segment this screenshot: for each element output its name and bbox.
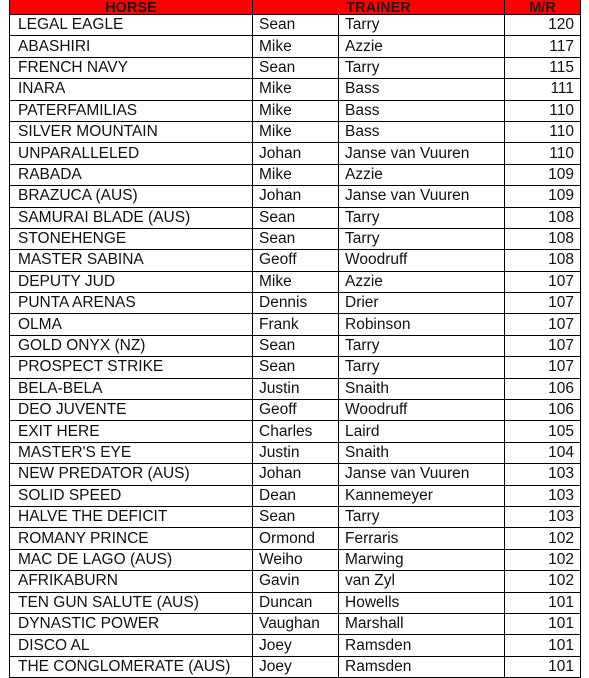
horse-cell: HALVE THE DEFICIT [10, 506, 253, 527]
trainer-first-name-cell: Sean [253, 57, 339, 78]
table-row [10, 442, 581, 463]
table-row [10, 613, 581, 634]
trainer-last-name-cell: Bass [339, 100, 505, 121]
table-row [10, 57, 581, 78]
table-row [10, 36, 581, 57]
trainer-last-name-cell: Drier [339, 293, 505, 314]
table-row [10, 207, 581, 228]
mr-cell: 104 [505, 442, 581, 463]
mr-cell: 101 [505, 635, 581, 656]
horse-cell: LEGAL EAGLE [10, 15, 253, 36]
horse-cell: AFRIKABURN [10, 571, 253, 592]
trainer-first-name-cell: Johan [253, 143, 339, 164]
trainer-first-name-cell: Sean [253, 506, 339, 527]
trainer-last-name-cell: Tarry [339, 506, 505, 527]
table-row [10, 143, 581, 164]
mr-cell: 107 [505, 357, 581, 378]
mr-cell: 117 [505, 36, 581, 57]
table-row [10, 592, 581, 613]
trainer-first-name-cell: Sean [253, 335, 339, 356]
trainer-last-name-cell: Woodruff [339, 250, 505, 271]
mr-cell: 108 [505, 250, 581, 271]
horse-cell: SAMURAI BLADE (AUS) [10, 207, 253, 228]
table-row [10, 506, 581, 527]
horse-cell: INARA [10, 79, 253, 100]
trainer-last-name-cell: Tarry [339, 357, 505, 378]
horse-cell: NEW PREDATOR (AUS) [10, 464, 253, 485]
horse-cell: TEN GUN SALUTE (AUS) [10, 592, 253, 613]
mr-cell: 108 [505, 228, 581, 249]
trainer-first-name-cell: Dennis [253, 293, 339, 314]
trainer-last-name-cell: Tarry [339, 57, 505, 78]
ratings-table [9, 0, 581, 678]
trainer-first-name-cell: Ormond [253, 528, 339, 549]
trainer-first-name-cell: Sean [253, 207, 339, 228]
table-row [10, 378, 581, 399]
trainer-last-name-cell: Snaith [339, 442, 505, 463]
horse-cell: DISCO AL [10, 635, 253, 656]
mr-cell: 105 [505, 421, 581, 442]
trainer-last-name-cell: Kannemeyer [339, 485, 505, 506]
horse-cell: BRAZUCA (AUS) [10, 186, 253, 207]
trainer-first-name-cell: Sean [253, 357, 339, 378]
horse-cell: ABASHIRI [10, 36, 253, 57]
mr-cell: 101 [505, 592, 581, 613]
header-trainer: TRAINER [253, 0, 505, 15]
table-row [10, 314, 581, 335]
trainer-last-name-cell: Azzie [339, 271, 505, 292]
mr-cell: 101 [505, 613, 581, 634]
trainer-first-name-cell: Mike [253, 100, 339, 121]
trainer-last-name-cell: Janse van Vuuren [339, 143, 505, 164]
trainer-last-name-cell: Azzie [339, 164, 505, 185]
horse-cell: MASTER SABINA [10, 250, 253, 271]
table-row [10, 335, 581, 356]
table-row [10, 635, 581, 656]
table-row [10, 549, 581, 570]
horse-cell: FRENCH NAVY [10, 57, 253, 78]
trainer-last-name-cell: Marwing [339, 549, 505, 570]
mr-cell: 102 [505, 549, 581, 570]
mr-cell: 110 [505, 143, 581, 164]
trainer-last-name-cell: Ramsden [339, 635, 505, 656]
table-row [10, 271, 581, 292]
horse-cell: PATERFAMILIAS [10, 100, 253, 121]
trainer-first-name-cell: Sean [253, 228, 339, 249]
table-row [10, 528, 581, 549]
trainer-first-name-cell: Sean [253, 15, 339, 36]
mr-cell: 107 [505, 335, 581, 356]
trainer-last-name-cell: Ramsden [339, 656, 505, 677]
horse-cell: DYNASTIC POWER [10, 613, 253, 634]
horse-cell: SOLID SPEED [10, 485, 253, 506]
horse-cell: ROMANY PRINCE [10, 528, 253, 549]
mr-cell: 120 [505, 15, 581, 36]
trainer-last-name-cell: Tarry [339, 228, 505, 249]
trainer-first-name-cell: Charles [253, 421, 339, 442]
trainer-first-name-cell: Mike [253, 79, 339, 100]
mr-cell: 103 [505, 485, 581, 506]
trainer-last-name-cell: Tarry [339, 335, 505, 356]
trainer-first-name-cell: Johan [253, 186, 339, 207]
trainer-first-name-cell: Vaughan [253, 613, 339, 634]
trainer-last-name-cell: Robinson [339, 314, 505, 335]
mr-cell: 115 [505, 57, 581, 78]
table-row [10, 357, 581, 378]
horse-cell: BELA-BELA [10, 378, 253, 399]
table-row [10, 400, 581, 421]
horse-cell: UNPARALLELED [10, 143, 253, 164]
horse-cell: PROSPECT STRIKE [10, 357, 253, 378]
mr-cell: 109 [505, 164, 581, 185]
trainer-last-name-cell: van Zyl [339, 571, 505, 592]
trainer-first-name-cell: Gavin [253, 571, 339, 592]
mr-cell: 102 [505, 571, 581, 592]
trainer-first-name-cell: Mike [253, 164, 339, 185]
table-row [10, 421, 581, 442]
mr-cell: 108 [505, 207, 581, 228]
table-row [10, 464, 581, 485]
horse-cell: MAC DE LAGO (AUS) [10, 549, 253, 570]
header-mr: M/R [505, 0, 581, 15]
trainer-first-name-cell: Dean [253, 485, 339, 506]
trainer-last-name-cell: Bass [339, 121, 505, 142]
horse-cell: THE CONGLOMERATE (AUS) [10, 656, 253, 677]
horse-cell: STONEHENGE [10, 228, 253, 249]
table-row [10, 250, 581, 271]
horse-cell: RABADA [10, 164, 253, 185]
mr-cell: 107 [505, 314, 581, 335]
horse-cell: SILVER MOUNTAIN [10, 121, 253, 142]
horse-cell: OLMA [10, 314, 253, 335]
trainer-last-name-cell: Ferraris [339, 528, 505, 549]
trainer-first-name-cell: Duncan [253, 592, 339, 613]
trainer-last-name-cell: Snaith [339, 378, 505, 399]
trainer-last-name-cell: Azzie [339, 36, 505, 57]
mr-cell: 106 [505, 378, 581, 399]
trainer-first-name-cell: Weiho [253, 549, 339, 570]
trainer-first-name-cell: Justin [253, 442, 339, 463]
trainer-first-name-cell: Mike [253, 121, 339, 142]
mr-cell: 106 [505, 400, 581, 421]
horse-cell: DEPUTY JUD [10, 271, 253, 292]
table-row [10, 186, 581, 207]
trainer-last-name-cell: Bass [339, 79, 505, 100]
table-row [10, 164, 581, 185]
trainer-first-name-cell: Joey [253, 635, 339, 656]
table-row [10, 293, 581, 314]
trainer-last-name-cell: Janse van Vuuren [339, 464, 505, 485]
header-row [10, 0, 581, 15]
trainer-first-name-cell: Johan [253, 464, 339, 485]
table-row [10, 485, 581, 506]
mr-cell: 109 [505, 186, 581, 207]
trainer-last-name-cell: Tarry [339, 15, 505, 36]
mr-cell: 110 [505, 121, 581, 142]
table-row [10, 100, 581, 121]
table-row [10, 571, 581, 592]
mr-cell: 107 [505, 293, 581, 314]
trainer-first-name-cell: Mike [253, 36, 339, 57]
trainer-first-name-cell: Frank [253, 314, 339, 335]
trainer-last-name-cell: Laird [339, 421, 505, 442]
table-row [10, 79, 581, 100]
table-row [10, 228, 581, 249]
header-horse: HORSE [10, 0, 253, 15]
mr-cell: 101 [505, 656, 581, 677]
mr-cell: 103 [505, 506, 581, 527]
trainer-first-name-cell: Joey [253, 656, 339, 677]
trainer-last-name-cell: Woodruff [339, 400, 505, 421]
trainer-first-name-cell: Geoff [253, 250, 339, 271]
mr-cell: 110 [505, 100, 581, 121]
horse-cell: MASTER'S EYE [10, 442, 253, 463]
mr-cell: 102 [505, 528, 581, 549]
table-row [10, 15, 581, 36]
table-row [10, 121, 581, 142]
horse-cell: DEO JUVENTE [10, 400, 253, 421]
trainer-first-name-cell: Mike [253, 271, 339, 292]
table-body [10, 15, 581, 678]
mr-cell: 107 [505, 271, 581, 292]
trainer-last-name-cell: Tarry [339, 207, 505, 228]
mr-cell: 111 [505, 79, 581, 100]
trainer-last-name-cell: Howells [339, 592, 505, 613]
trainer-first-name-cell: Justin [253, 378, 339, 399]
horse-cell: EXIT HERE [10, 421, 253, 442]
trainer-last-name-cell: Janse van Vuuren [339, 186, 505, 207]
trainer-last-name-cell: Marshall [339, 613, 505, 634]
horse-cell: PUNTA ARENAS [10, 293, 253, 314]
trainer-first-name-cell: Geoff [253, 400, 339, 421]
mr-cell: 103 [505, 464, 581, 485]
horse-cell: GOLD ONYX (NZ) [10, 335, 253, 356]
